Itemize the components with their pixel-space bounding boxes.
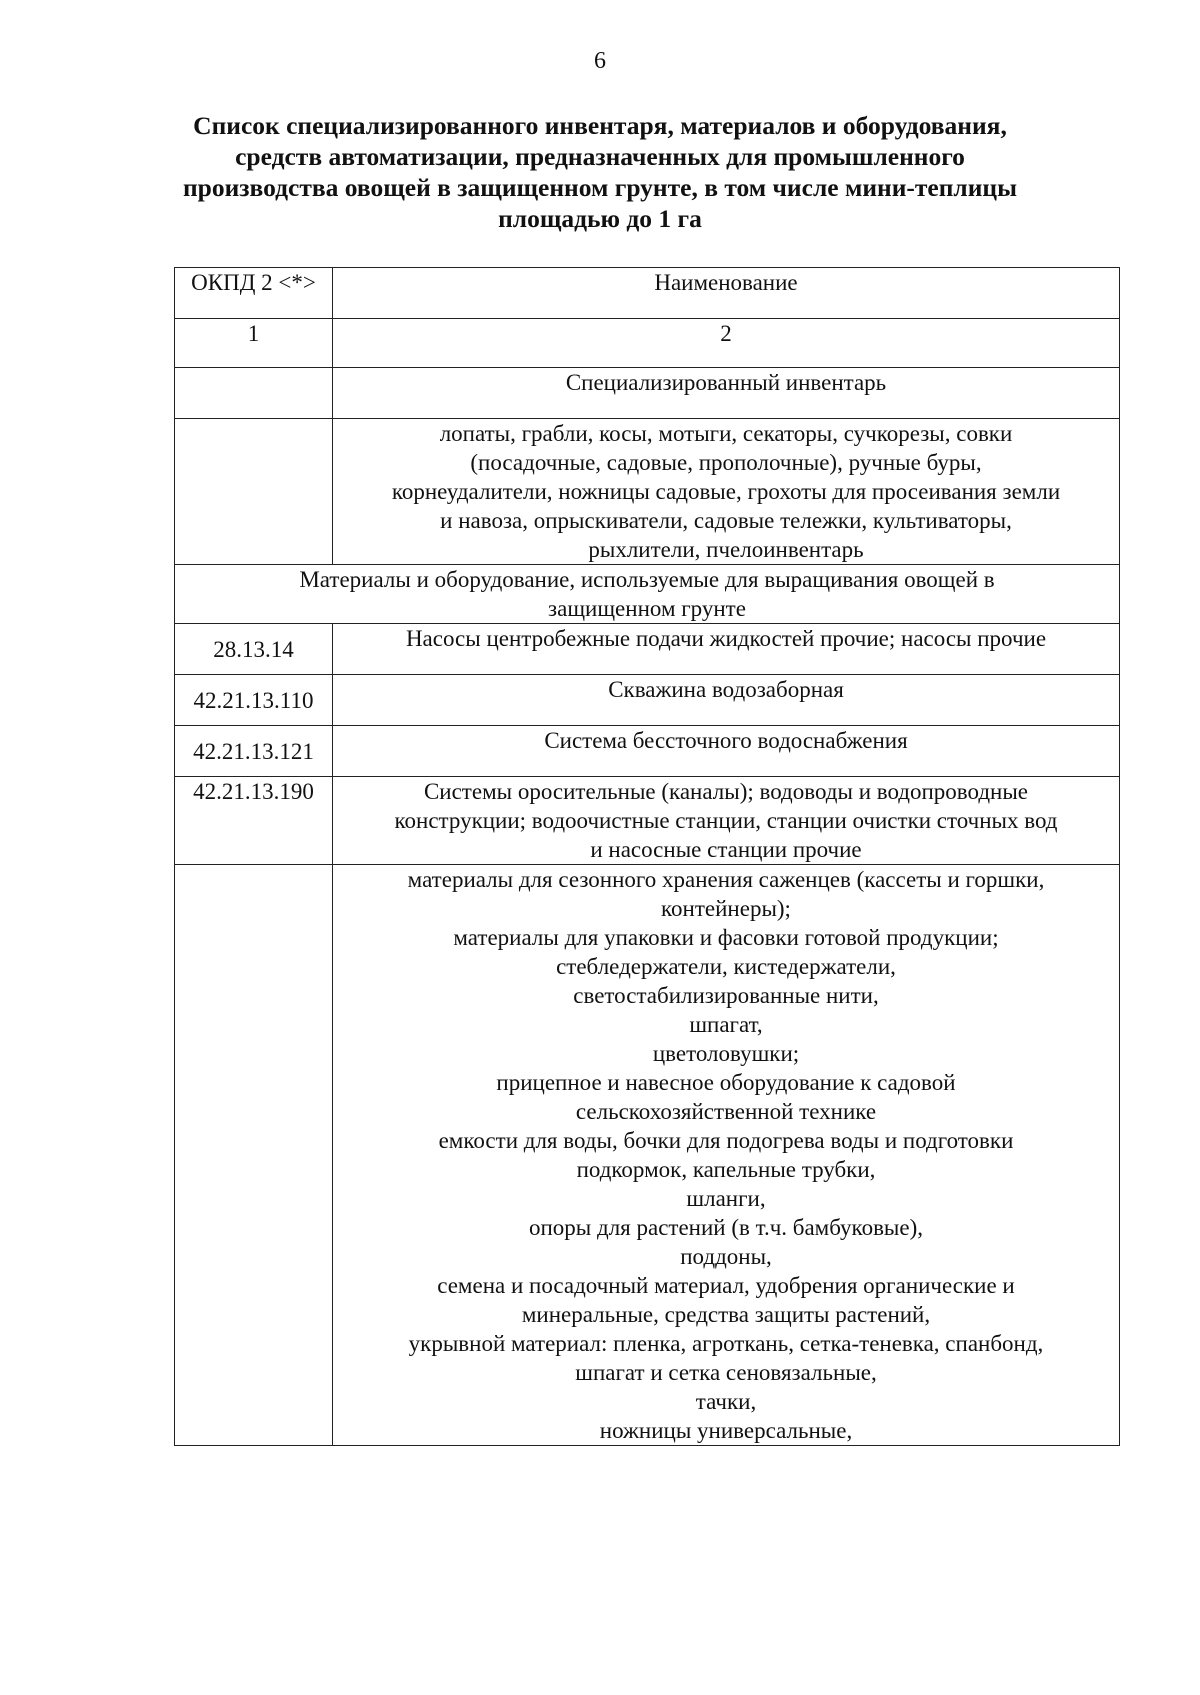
text-line: укрывной материал: пленка, агроткань, сетка-теневка, спанбонд, xyxy=(408,1331,1044,1356)
text-line: шпагат, xyxy=(689,1012,763,1037)
text-line: материалы для сезонного хранения саженцев (кассеты и горшки, xyxy=(407,867,1045,892)
text-line: корнеудалители, ножницы садовые, грохоты для просеивания земли xyxy=(391,479,1061,504)
table-row xyxy=(175,726,1120,777)
text-line: конструкции; водоочистные станции, станции очистки сточных вод xyxy=(394,808,1058,833)
column-number: 1 xyxy=(175,319,333,368)
text-line: контейнеры); xyxy=(661,896,791,921)
okpd-code: 42.21.13.110 xyxy=(175,675,333,726)
text-line: минеральные, средства защиты растений, xyxy=(521,1302,931,1327)
item-name: Насосы центробежные подачи жидкостей прочие; насосы прочие xyxy=(333,624,1120,675)
text-line: и насосные станции прочие xyxy=(590,837,862,862)
text-line: стебледержатели, кистедержатели, xyxy=(556,954,896,979)
table-header-row xyxy=(175,268,1120,319)
text-line: лопаты, грабли, косы, мотыги, секаторы, сучкорезы, совки xyxy=(439,421,1013,446)
text-line: тачки, xyxy=(695,1389,757,1414)
text-line: прицепное и навесное оборудование к садовой xyxy=(496,1070,956,1095)
table-row xyxy=(175,624,1120,675)
text-line: емкости для воды, бочки для подогрева воды и подготовки xyxy=(438,1128,1014,1153)
okpd-code: 42.21.13.190 xyxy=(175,777,333,865)
item-name: Система бессточного водоснабжения xyxy=(333,726,1120,777)
table-row xyxy=(175,777,1120,865)
item-name xyxy=(333,777,1120,865)
text-line: шпагат и сетка сеновязальные, xyxy=(575,1360,877,1385)
section-heading-row xyxy=(175,565,1120,624)
text-line: цветоловушки; xyxy=(652,1041,800,1066)
page-number: 6 xyxy=(594,48,606,74)
text-line: сельскохозяйственной технике xyxy=(575,1099,877,1124)
text-line: опоры для растений (в т.ч. бамбуковые), xyxy=(528,1215,923,1240)
document-title xyxy=(150,110,1050,234)
text-line: подкормок, капельные трубки, xyxy=(576,1157,876,1182)
text-line: (посадочные, садовые, прополочные), ручные буры, xyxy=(470,450,982,475)
header-okpd: ОКПД 2 <*> xyxy=(175,268,333,319)
table-row xyxy=(175,865,1120,1446)
text-line: поддоны, xyxy=(680,1244,772,1269)
section-heading-inventory: Специализированный инвентарь xyxy=(333,368,1120,419)
inventory-list xyxy=(333,419,1120,565)
table-row xyxy=(175,675,1120,726)
title-line: средств автоматизации, предназначенных для промышленного xyxy=(235,142,965,171)
empty-cell xyxy=(175,865,333,1446)
title-line: площадью до 1 га xyxy=(498,204,702,233)
empty-cell xyxy=(175,419,333,565)
header-name: Наименование xyxy=(333,268,1120,319)
text-line: шланги, xyxy=(686,1186,766,1211)
item-name: Скважина водозаборная xyxy=(333,675,1120,726)
title-line: производства овощей в защищенном грунте, в том числе мини-теплицы xyxy=(182,173,1018,202)
text-line: светостабилизированные нити, xyxy=(573,983,879,1008)
text-line: рыхлители, пчелоинвентарь xyxy=(588,537,864,562)
text-line: семена и посадочный материал, удобрения органические и xyxy=(437,1273,1015,1298)
section-heading-materials xyxy=(175,565,1120,624)
okpd-code: 42.21.13.121 xyxy=(175,726,333,777)
text-line: защищенном грунте xyxy=(548,596,746,621)
okpd-code: 28.13.14 xyxy=(175,624,333,675)
materials-list xyxy=(333,865,1120,1446)
table-row xyxy=(175,419,1120,565)
text-line: и навоза, опрыскиватели, садовые тележки, культиваторы, xyxy=(440,508,1012,533)
empty-cell xyxy=(175,368,333,419)
text-line: Системы оросительные (каналы); водоводы и водопроводные xyxy=(423,779,1029,804)
text-line: ножницы универсальные, xyxy=(599,1418,853,1443)
column-number: 2 xyxy=(333,319,1120,368)
text-line: Материалы и оборудование, используемые для выращивания овощей в xyxy=(299,567,995,592)
equipment-table xyxy=(174,267,1120,1446)
text-line: материалы для упаковки и фасовки готовой продукции; xyxy=(453,925,999,950)
section-heading-row xyxy=(175,368,1120,419)
column-number-row xyxy=(175,319,1120,368)
title-line: Список специализированного инвентаря, материалов и оборудования, xyxy=(193,111,1007,140)
